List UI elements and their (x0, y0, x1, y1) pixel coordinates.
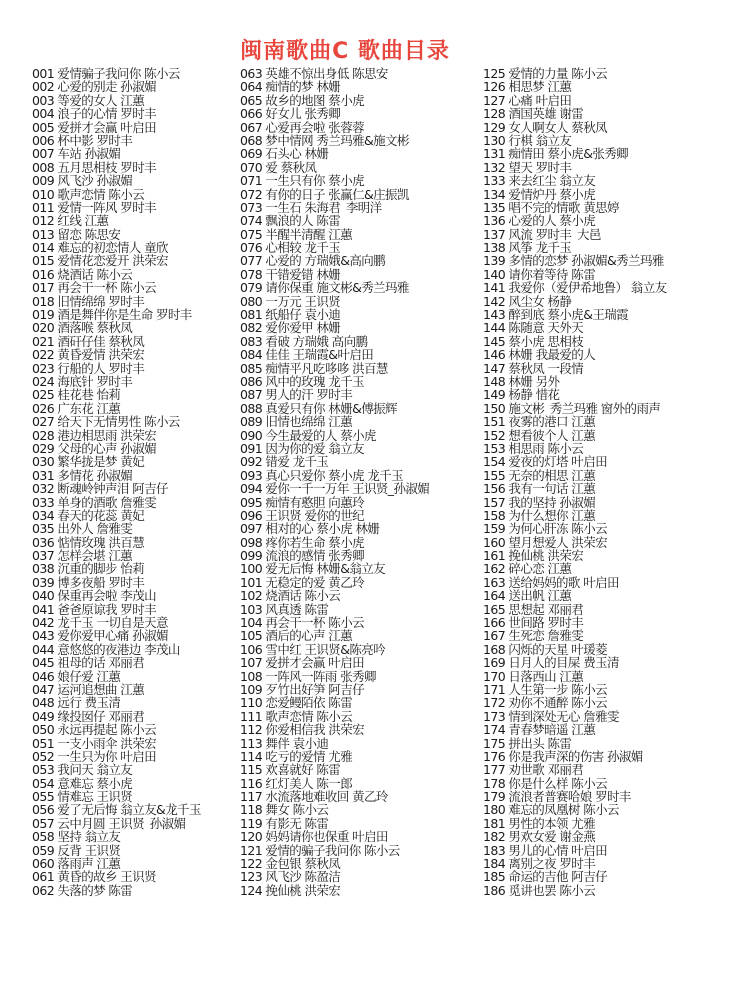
song-entry: 181 男性的本领 尤雅 (483, 816, 596, 831)
song-entry: 148 林姗 另外 (483, 374, 560, 389)
song-entry: 078 干错爱错 林姗 (240, 267, 341, 282)
song-entry: 048 远行 费玉清 (32, 696, 121, 710)
song-entry: 094 爱你一千一万年 王识贤_孙淑媚 (240, 482, 430, 496)
song-entry: 157 我的坚持 孙淑媚 (483, 495, 596, 509)
song-entry: 156 我有一句话 江蕙 (483, 482, 596, 496)
song-entry: 008 五月思相枝 罗时丰 (32, 160, 157, 175)
song-entry: 149 杨静 惜花 (483, 388, 560, 402)
song-entry: 114 吃亏的爱情 尤雅 (240, 749, 353, 764)
song-entry: 136 心爱的人 蔡小虎 (483, 214, 596, 228)
song-entry: 085 痴情平凡吃哆哆 洪百慧 (240, 361, 388, 375)
song-entry: 118 舞女 陈小云 (240, 803, 329, 817)
song-entry: 182 男欢女爱 谢金燕 (483, 830, 596, 844)
song-entry: 141 我爱你（爱伊希地鲁） 翁立友 (483, 281, 667, 295)
song-entry: 015 爱情花恋爱开 洪荣宏 (32, 254, 168, 268)
song-entry: 062 失落的梦 陈雷 (32, 883, 133, 898)
song-entry: 179 流浪者普赛哈娘 罗时丰 (483, 790, 631, 804)
song-entry: 054 意难忘 蔡小虎 (32, 776, 133, 791)
song-entry: 129 女人啊女人 蔡秋凤 (483, 120, 608, 134)
song-entry: 042 龙千玉 一切自是天意 (32, 616, 168, 630)
song-entry: 084 佳佳 王瑞霞&叶启田 (240, 348, 374, 362)
song-entry: 131 痴情田 蔡小虎&张秀卿 (483, 147, 629, 161)
song-entry: 011 爱情一阵风 罗时丰 (32, 200, 157, 215)
song-entry: 014 难忘的初恋情人 童欣 (32, 241, 168, 255)
song-entry: 006 杯中影 罗时丰 (32, 133, 133, 148)
song-entry: 098 疼你若生命 蔡小虎 (240, 535, 365, 550)
song-entry: 173 情到深处无心 詹雅雯 (483, 709, 619, 724)
song-entry: 045 祖母的话 邓丽君 (32, 656, 145, 670)
song-entry: 065 故乡的地图 蔡小虎 (240, 93, 365, 108)
song-entry: 034 春天的花蕊 黄妃 (32, 508, 145, 523)
song-entry: 060 落雨声 江蕙 (32, 857, 121, 871)
song-entry: 058 坚持 翁立友 (32, 830, 121, 844)
song-entry: 039 博多夜船 罗时丰 (32, 575, 145, 590)
song-entry: 004 浪子的心情 罗时丰 (32, 107, 157, 121)
song-entry: 106 雪中红 王识贤&陈亮吟 (240, 642, 386, 657)
song-entry: 178 你是什么样 陈小云 (483, 776, 608, 791)
song-entry: 018 旧情绵绵 罗时丰 (32, 294, 145, 309)
song-entry: 116 红灯美人 陈一郎 (240, 776, 353, 791)
song-entry: 017 再会干一杯 陈小云 (32, 281, 157, 295)
song-entry: 057 云中月圆 王识贤_孙淑媚 (32, 816, 186, 831)
song-entry: 165 思想起 邓丽君 (483, 602, 584, 617)
song-entry: 139 多情的恋梦 孙淑媚&秀兰玛雅 (483, 254, 664, 268)
song-entry: 090 今生最爱的人 蔡小虎 (240, 428, 376, 442)
song-entry: 036 惦情玫瑰 洪百慧 (32, 535, 145, 550)
song-entry: 185 命运的吉他 阿吉仔 (483, 870, 608, 884)
song-entry: 041 爸爸原谅我 罗时丰 (32, 602, 157, 617)
song-entry: 096 王识贤 爱你的世纪 (240, 508, 365, 523)
song-entry: 142 风尘女 杨静 (483, 294, 572, 309)
song-entry: 111 歌声恋情 陈小云 (240, 709, 353, 724)
song-entry: 059 反背 王识贤 (32, 843, 121, 858)
song-entry: 110 恋爱鳗陌依 陈雷 (240, 696, 353, 710)
song-entry: 038 沉重的脚步 怡莉 (32, 562, 145, 576)
song-entry: 151 夜雾的港口 江蕙 (483, 415, 596, 429)
song-entry: 074 飘浪的人 陈雷 (240, 214, 341, 228)
song-entry: 103 风真透 陈雷 (240, 602, 329, 617)
song-entry: 135 唱不完的情歌 黄思婷 (483, 200, 619, 215)
song-entry: 138 风筝 龙千玉 (483, 241, 572, 255)
song-entry: 120 妈妈请你也保重 叶启田 (240, 830, 388, 844)
song-entry: 020 酒落喉 蔡秋凤 (32, 321, 133, 335)
song-entry: 144 陈随意 天外天 (483, 321, 584, 335)
song-entry: 169 日月人的目屎 费玉清 (483, 656, 619, 670)
song-entry: 176 你是我声深的伤害 孙淑媚 (483, 749, 643, 764)
song-entry: 029 父母的心声 孙淑媚 (32, 441, 157, 456)
song-entry: 095 痴情有憨胆 向蕙玲 (240, 495, 365, 509)
page-title: 闽南歌曲C 歌曲目录 (240, 39, 450, 64)
song-entry: 123 风飞沙 陈盈洁 (240, 870, 341, 884)
song-entry: 115 欢喜就好 陈雷 (240, 763, 341, 777)
song-entry: 154 爱夜的灯塔 叶启田 (483, 455, 608, 469)
song-entry: 167 生死恋 詹雅雯 (483, 629, 584, 643)
song-entry: 068 梦中情网 秀兰玛雅&施文彬 (240, 133, 409, 148)
song-entry: 021 酒矸仔佳 蔡秋凤 (32, 334, 145, 349)
song-entry: 143 醉到底 蔡小虎&王瑞霞 (483, 308, 629, 322)
song-entry: 073 一生石 朱海君_李明洋 (240, 200, 382, 215)
song-entry: 128 酒国英雄 谢雷 (483, 107, 584, 121)
song-entry: 031 多情花 孙淑媚 (32, 468, 133, 483)
song-entry: 003 等爱的女人 江蕙 (32, 93, 145, 108)
song-entry: 175 拼出头 陈雷 (483, 736, 572, 750)
song-entry: 099 流浪的感情 张秀卿 (240, 549, 365, 563)
song-entry: 061 黄昏的故乡 王识贤 (32, 870, 157, 884)
song-entry: 070 爱 蔡秋凤 (240, 160, 317, 175)
song-entry: 134 爱情炉丹 蔡小虎 (483, 187, 596, 201)
song-entry: 152 想看彼个人 江蕙 (483, 428, 596, 442)
song-entry: 186 觅讲也罢 陈小云 (483, 883, 596, 898)
song-entry: 050 永远再提起 陈小云 (32, 723, 157, 737)
song-entry: 132 望天 罗时丰 (483, 160, 572, 175)
song-entry: 105 酒后的心声 江蕙 (240, 629, 353, 643)
song-entry: 153 相思雨 陈小云 (483, 441, 584, 456)
song-entry: 159 为何心肝冻 陈小云 (483, 522, 608, 536)
song-entry: 072 有你的日子 张赢仁&庄振凯 (240, 187, 409, 201)
song-entry: 122 金包银 蔡秋凤 (240, 857, 341, 871)
song-entry: 089 旧情也绵绵 江蕙 (240, 415, 353, 429)
song-entry: 170 日落西山 江蕙 (483, 669, 584, 683)
song-entry: 171 人生第一步 陈小云 (483, 682, 608, 697)
song-entry: 172 劝你不通醉 陈小云 (483, 696, 608, 710)
song-entry: 137 风流 罗时丰_大邑 (483, 227, 601, 242)
song-entry: 130 行棋 翁立友 (483, 133, 572, 148)
song-entry: 086 风中的玫瑰 龙千玉 (240, 374, 365, 389)
song-entry: 035 出外人 詹雅雯 (32, 522, 133, 536)
song-entry: 081 纸船仔 袁小迪 (240, 308, 341, 322)
song-entry: 046 娘仔爱 江蕙 (32, 669, 121, 683)
song-entry: 077 心爱的 方瑞娥&高向鹏 (240, 254, 386, 268)
song-entry: 125 爱情的力量 陈小云 (483, 67, 608, 81)
song-entry: 013 留恋 陈思安 (32, 227, 121, 242)
song-entry: 145 蔡小虎 思相枝 (483, 334, 584, 349)
song-entry: 022 黄昏爱情 洪荣宏 (32, 348, 145, 362)
song-entry: 126 相思梦 江蕙 (483, 80, 572, 94)
song-entry: 155 无奈的相思 江蕙 (483, 468, 596, 483)
song-entry: 183 男儿的心情 叶启田 (483, 843, 608, 858)
song-entry: 023 行船的人 罗时丰 (32, 361, 145, 375)
song-entry: 161 挽仙桃 洪荣宏 (483, 549, 584, 563)
song-entry: 067 心爱再会啦 张蓉蓉 (240, 120, 365, 134)
song-entry: 158 为什么想你 江蕙 (483, 508, 596, 523)
song-entry: 064 痴情的梦 林姗 (240, 80, 341, 94)
song-entry: 001 爱情骗子我问你 陈小云 (32, 67, 180, 81)
song-entry: 109 歹竹出好笋 阿吉仔 (240, 682, 365, 697)
song-entry: 147 蔡秋凤 一段情 (483, 361, 584, 375)
song-entry: 162 碎心恋 江蕙 (483, 562, 572, 576)
song-entry: 101 无稳定的爱 黄乙玲 (240, 575, 365, 590)
song-entry: 044 意悠悠的夜港边 李茂山 (32, 642, 180, 657)
song-entry: 005 爱拼才会赢 叶启田 (32, 120, 157, 134)
song-entry: 150 施文彬_秀兰玛雅 窗外的雨声 (483, 401, 661, 416)
song-entry: 087 男人的汗 罗时丰 (240, 388, 353, 402)
song-entry: 124 挽仙桃 洪荣宏 (240, 883, 341, 898)
song-entry: 164 送出帆 江蕙 (483, 589, 572, 603)
song-entry: 166 世间路 罗时丰 (483, 616, 584, 630)
song-entry: 028 港边相思雨 洪荣宏 (32, 428, 157, 442)
song-entry: 047 运河追想曲 江蕙 (32, 682, 145, 697)
song-entry: 097 相对的心 蔡小虎 林姗 (240, 522, 380, 536)
song-entry: 104 再会干一杯 陈小云 (240, 616, 365, 630)
song-entry: 080 一万元 王识贤 (240, 294, 341, 309)
song-entry: 033 单身的酒歌 詹雅雯 (32, 495, 157, 509)
song-entry: 071 一生只有你 蔡小虎 (240, 174, 365, 188)
song-entry: 107 爱拼才会赢 叶启田 (240, 656, 365, 670)
song-entry: 184 离别之夜 罗时丰 (483, 857, 596, 871)
song-entry: 127 心痛 叶启田 (483, 93, 572, 108)
song-entry: 112 你爱相信我 洪荣宏 (240, 723, 365, 737)
song-entry: 049 缘投囡仔 邓丽君 (32, 709, 145, 724)
song-list-column-1 (32, 67, 237, 897)
song-entry: 100 爱无后悔 林姗&翁立友 (240, 562, 386, 576)
song-list-column-3 (483, 67, 733, 897)
song-entry: 040 保重再会啦 李茂山 (32, 589, 157, 603)
song-entry: 009 风飞沙 孙淑媚 (32, 174, 133, 188)
song-entry: 083 看破 方瑞娥 高向鹏 (240, 334, 368, 349)
song-entry: 088 真爱只有你 林姗&傅振辉 (240, 401, 397, 416)
song-entry: 140 请你着等待 陈雷 (483, 267, 596, 282)
song-entry: 093 真心只爱你 蔡小虎 龙千玉 (240, 468, 404, 483)
song-entry: 069 石头心 林姗 (240, 147, 329, 161)
song-entry: 108 一阵风一阵雨 张秀卿 (240, 669, 376, 683)
song-entry: 117 水流落地难收回 黄乙玲 (240, 790, 388, 804)
song-entry: 121 爱情的骗子我问你 陈小云 (240, 843, 400, 858)
song-entry: 082 爱你爱甲 林姗 (240, 321, 341, 335)
song-entry: 053 我问天 翁立友 (32, 763, 133, 777)
song-list-column-2 (240, 67, 480, 897)
song-entry: 119 有影无 陈雷 (240, 816, 329, 831)
song-entry: 076 心相较 龙千玉 (240, 241, 341, 255)
song-entry: 030 繁华拢是梦 黄妃 (32, 455, 145, 469)
song-entry: 052 一生只为你 叶启田 (32, 749, 157, 764)
song-entry: 063 英雄不惊出身低 陈思安 (240, 67, 388, 81)
song-entry: 102 烧酒话 陈小云 (240, 589, 341, 603)
song-entry: 019 酒是舞伴你是生命 罗时丰 (32, 308, 192, 322)
song-entry: 177 劝世歌 邓丽君 (483, 763, 584, 777)
song-entry: 032 断魂岭钟声泪 阿吉仔 (32, 482, 168, 496)
song-entry: 051 一支小雨伞 洪荣宏 (32, 736, 157, 750)
song-entry: 066 好女儿 张秀卿 (240, 107, 341, 121)
song-entry: 160 望月想爱人 洪荣宏 (483, 535, 608, 550)
song-entry: 026 广东花 江蕙 (32, 401, 121, 416)
song-entry: 037 怎样会堪 江蕙 (32, 549, 133, 563)
song-entry: 075 半醒半清醒 江蕙 (240, 227, 353, 242)
song-entry: 012 红线 江蕙 (32, 214, 109, 228)
song-entry: 091 因为你的爱 翁立友 (240, 441, 365, 456)
song-entry: 174 青春梦暗遥 江蕙 (483, 723, 596, 737)
song-entry: 016 烧酒话 陈小云 (32, 267, 133, 282)
song-entry: 027 给天下无情男性 陈小云 (32, 415, 180, 429)
song-entry: 010 歌声恋情 陈小云 (32, 187, 145, 201)
song-entry: 168 闪烁的天星 叶瑗菱 (483, 642, 608, 657)
song-entry: 146 林姗 我最爱的人 (483, 348, 596, 362)
song-entry: 163 送给妈妈的歌 叶启田 (483, 575, 619, 590)
song-entry: 092 错爱 龙千玉 (240, 455, 329, 469)
song-entry: 079 请你保重 施文彬&秀兰玛雅 (240, 281, 409, 295)
song-entry: 055 情难忘 王识贤 (32, 790, 133, 804)
song-entry: 056 爱了无后悔 翁立友&龙千玉 (32, 803, 201, 817)
song-entry: 113 舞伴 袁小迪 (240, 736, 329, 750)
song-entry: 133 来去红尘 翁立友 (483, 174, 596, 188)
song-entry: 024 海底针 罗时丰 (32, 374, 133, 389)
song-entry: 007 车站 孙淑媚 (32, 147, 121, 161)
song-entry: 043 爱你爱甲心痛 孙淑媚 (32, 629, 168, 643)
song-entry: 180 难忘的凤凰树 陈小云 (483, 803, 619, 817)
song-entry: 025 桂花巷 怡莉 (32, 388, 121, 402)
song-entry: 002 心爱的别走 孙淑媚 (32, 80, 157, 94)
